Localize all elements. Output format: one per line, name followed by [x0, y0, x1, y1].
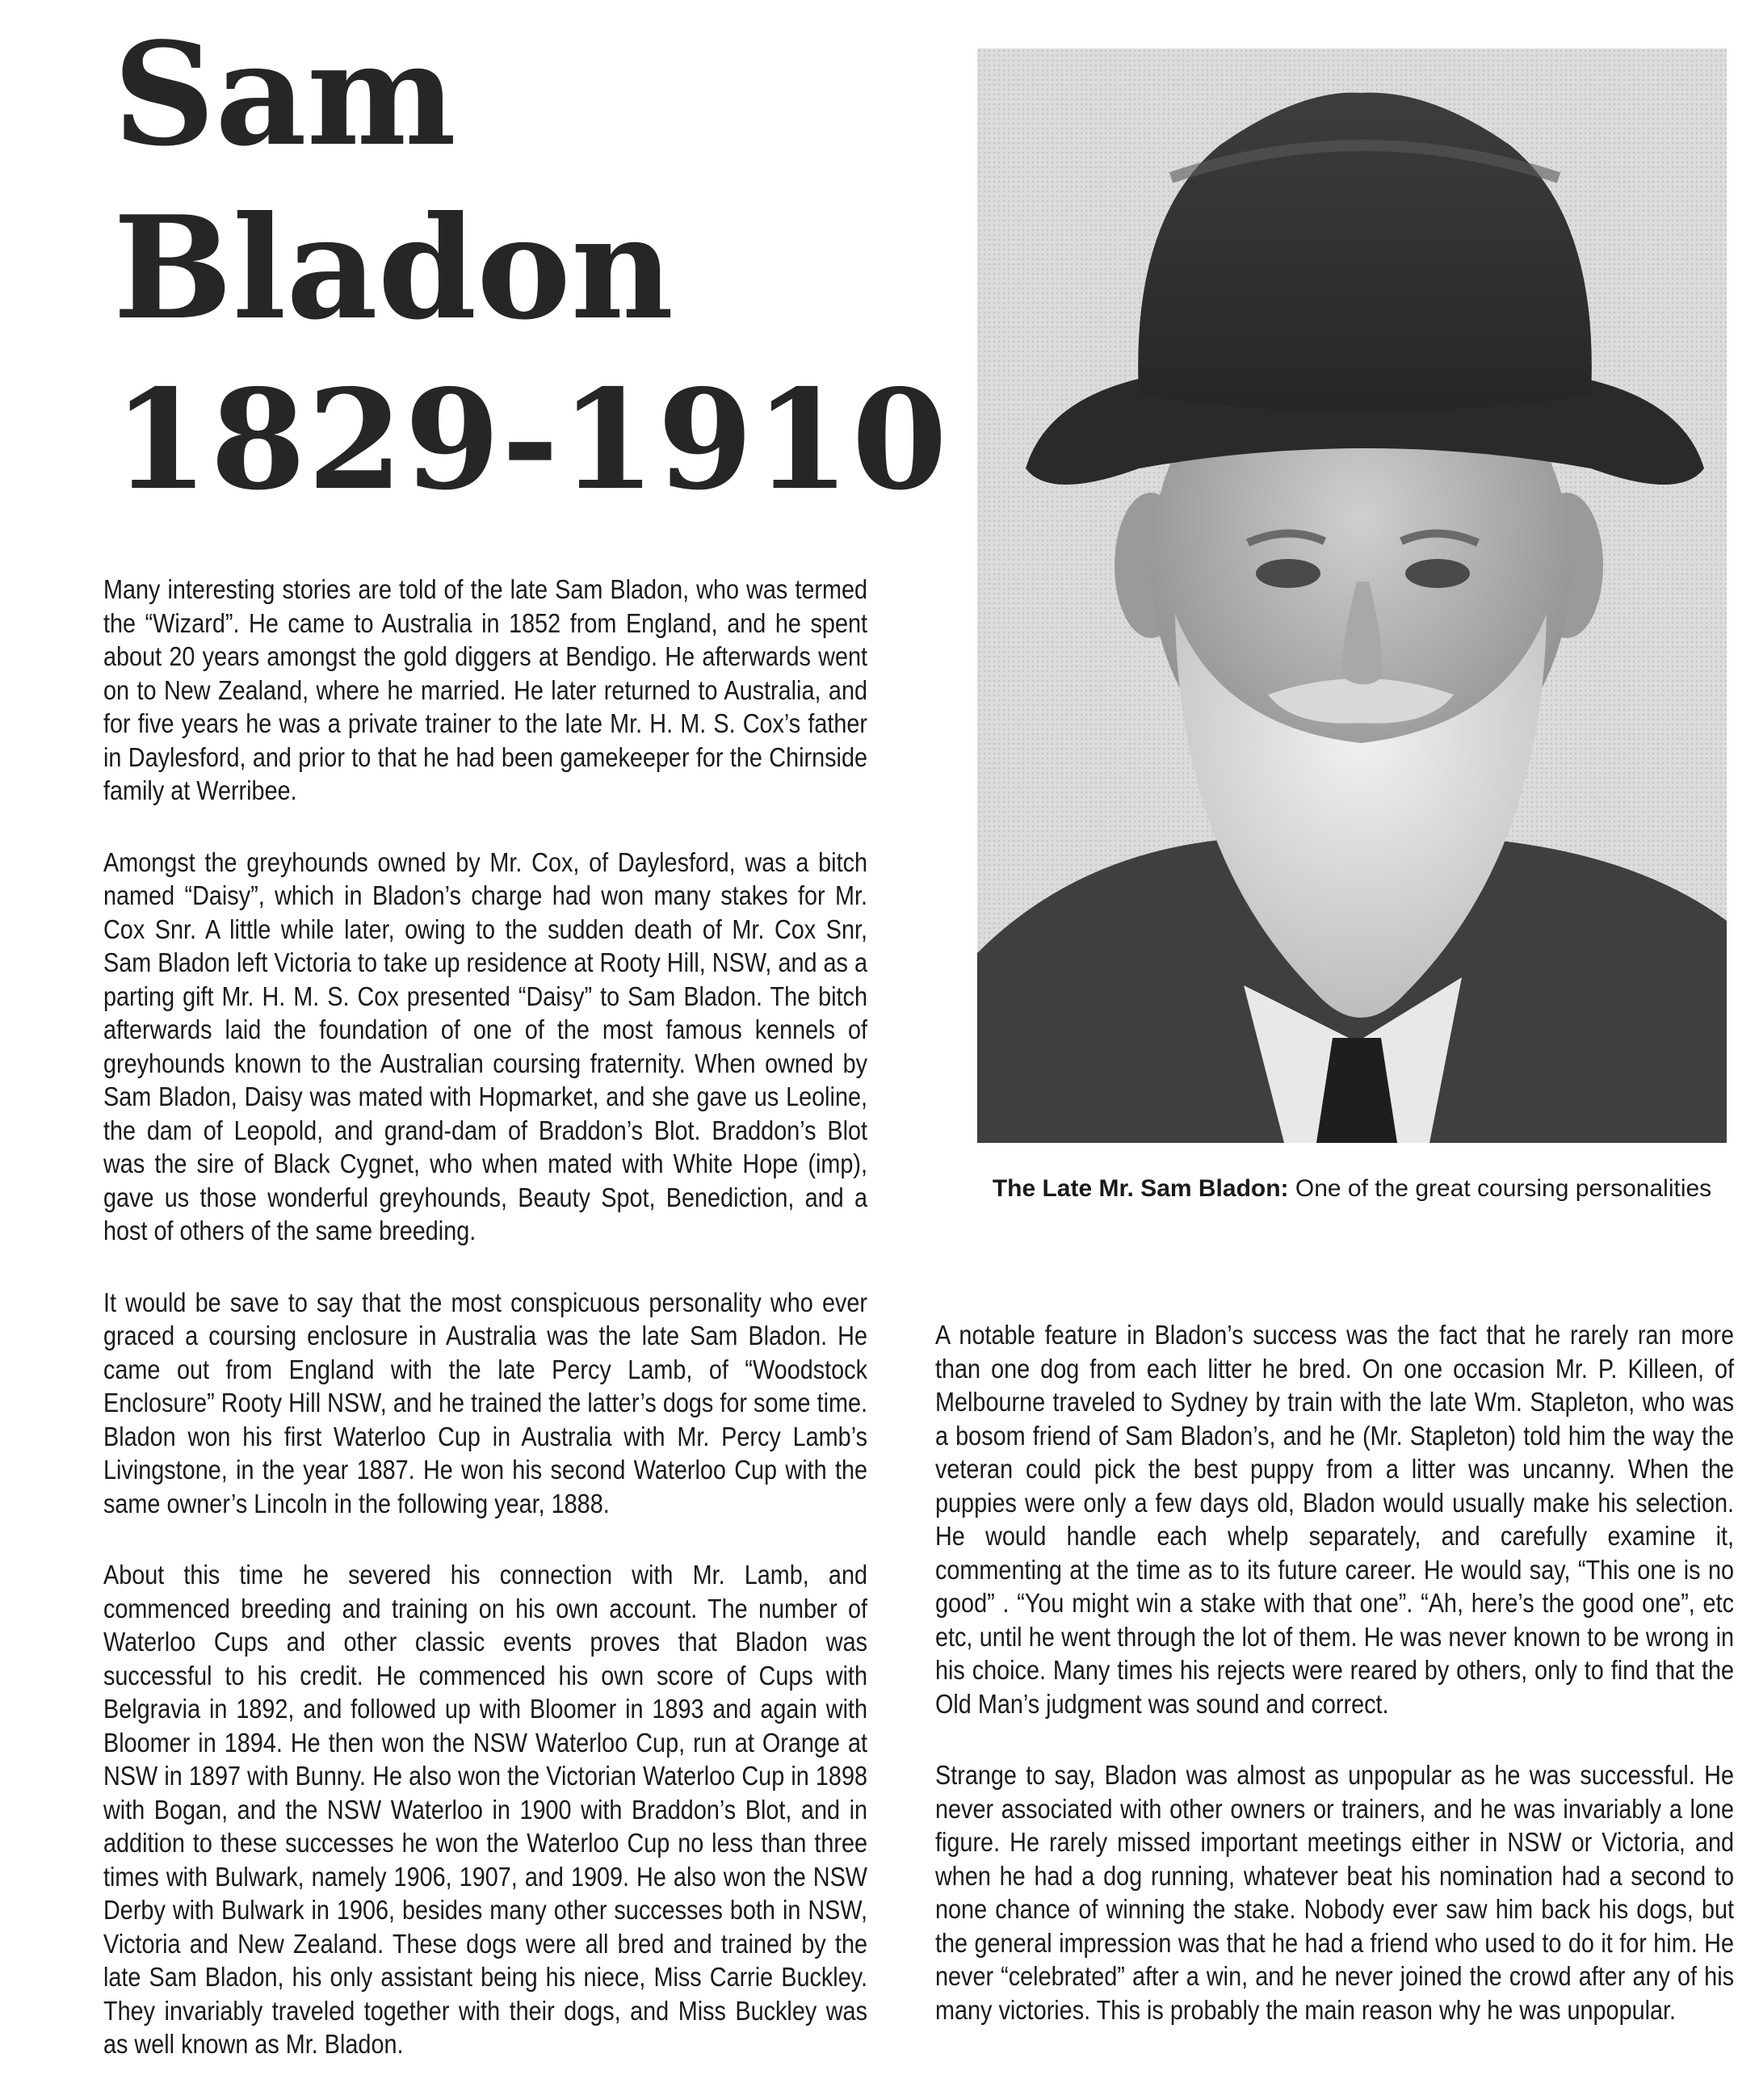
- right-paragraph-1: A notable feature in Bladon’s success was the fact that he rarely ran more than one dog from each litter he bred. On one occasion Mr. P. Killeen, of Melbourne traveled to Sydney by train with the late Wm. Stapleton, who was a bosom friend of Sam Bladon’s, and he (Mr. Stapleton) told him the way the veteran could pick the best puppy from a litter was uncanny. When the puppies were only a few days old, Bladon would usually make his selection. He would handle each whelp separately, and carefully examine it, commenting at the time as to its future career. He would say, “This one is no good” . “You might win a stake with that one”. “Ah, here’s the good one”, etc etc, until he went through the lot of them. He was never known to be wrong in his choice. Many times his rejects were reared by others, only to find that the Old Man’s judgment was sound and correct.: [935, 1321, 1734, 1720]
- photo-caption: [977, 1175, 1727, 1203]
- portrait-illustration: [977, 48, 1727, 1143]
- left-paragraph-2: Amongst the greyhounds owned by Mr. Cox, of Daylesford, was a bitch named “Daisy”, which in Bladon’s charge had won many stakes for Mr. Cox Snr. A little while later, owing to the sudden death of Mr. Cox Snr, Sam Bladon left Victoria to take up residence at Rooty Hill, NSW, and as a parting gift Mr. H. M. S. Cox presented “Daisy” to Sam Bladon. The bitch afterwards laid the foundation of one of the most famous kennels of greyhounds known to the Australian coursing fraternity. When owned by Sam Bladon, Daisy was mated with Hopmarket, and she gave us Leoline, the dam of Leopold, and grand-dam of Braddon’s Blot. Braddon’s Blot was the sire of Black Cygnet, who when mated with White Hope (imp), gave us those wonderful greyhounds, Beauty Spot, Benediction, and a host of others of the same breeding.: [103, 847, 867, 1246]
- caption-rest: One of the great coursing personalities: [1288, 1175, 1712, 1202]
- right-column: [935, 1319, 1734, 2065]
- left-paragraph-4: About this time he severed his connection with Mr. Lamb, and commenced breeding and training on his own account. The number of Waterloo Cups and other classic events proves that Bladon was successful to his credit. He commenced his own score of Cups with Belgravia in 1892, and followed up with Bloomer in 1893 and again with Bloomer in 1894. He then won the NSW Waterloo Cup, run at Orange at NSW in 1897 with Bunny. He also won the Victorian Waterloo Cup in 1898 with Bogan, and the NSW Waterloo in 1900 with Braddon’s Blot, and in addition to these successes he won the Waterloo Cup no less than three times with Bulwark, namely 1906, 1907, and 1909. He also won the NSW Derby with Bulwark in 1906, besides many other successes both in NSW, Victoria and New Zealand. These dogs were all bred and trained by the late Sam Bladon, his only assistant being his niece, Miss Carrie Buckley. They invariably traveled together with their dogs, and Miss Buckley was as well known as Mr. Bladon.: [103, 1560, 867, 2060]
- title-years: 1829-1910: [113, 359, 949, 521]
- title-first-name: Sam: [113, 12, 456, 178]
- title-last-name: Bladon: [113, 186, 674, 351]
- left-paragraph-3: It would be save to say that the most conspicuous personality who ever graced a coursing enclosure in Australia was the late Sam Bladon. He came out from England with the late Percy Lamb, of “Woodstock Enclosure” Rooty Hill NSW, and he trained the latter’s dogs for some time. Bladon won his first Waterloo Cup in Australia with Mr. Percy Lamb’s Livingstone, in the year 1887. He won his second Waterloo Cup with the same owner’s Lincoln in the following year, 1888.: [103, 1287, 867, 1519]
- left-column: [103, 573, 867, 2100]
- portrait-photo: [977, 48, 1727, 1143]
- caption-lead: The Late Mr. Sam Bladon:: [992, 1175, 1289, 1202]
- right-paragraph-2: Strange to say, Bladon was almost as unpopular as he was successful. He never associated with other owners or trainers, and he was invariably a lone figure. He rarely missed important meetings either in NSW or Victoria, and when he had a dog running, whatever beat his nomination had a second to none chance of winning the stake. Nobody ever saw him back his dogs, but the general impression was that he had a friend who used to do it for him. He never “celebrated” after a win, and he never joined the crowd after any of his many victories. This is probably the main reason why he was unpopular.: [935, 1761, 1734, 2026]
- left-paragraph-1: Many interesting stories are told of the late Sam Bladon, who was termed the “Wizard”. He came to Australia in 1852 from England, and he spent about 20 years amongst the gold diggers at Bendigo. He afterwards went on to New Zealand, where he married. He later returned to Australia, and for five years he was a private trainer to the late Mr. H. M. S. Cox’s father in Daylesford, and prior to that he had been gamekeeper for the Chirnside family at Werribee.: [103, 575, 867, 806]
